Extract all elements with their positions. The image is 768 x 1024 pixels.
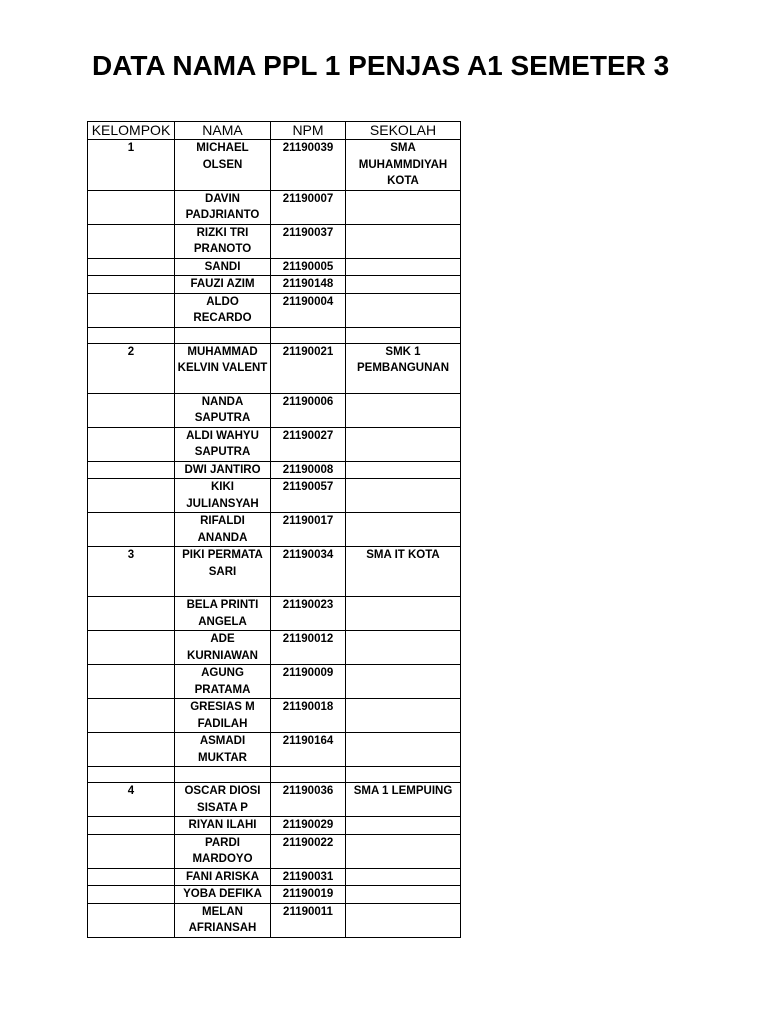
cell-npm — [271, 343, 346, 393]
table-row — [88, 868, 461, 886]
cell-npm — [271, 224, 346, 258]
cell-kelompok — [88, 327, 175, 343]
cell-npm — [271, 903, 346, 937]
cell-nama — [175, 479, 271, 513]
nama-text: MUHAMMAD KELVIN VALENT — [177, 345, 268, 374]
cell-sekolah — [346, 733, 461, 767]
table-row — [88, 817, 461, 835]
cell-sekolah — [346, 699, 461, 733]
npm-text: 21190005 — [282, 260, 334, 273]
nama-text: ALDO RECARDO — [193, 295, 252, 324]
cell-kelompok — [88, 783, 175, 817]
cell-sekolah — [346, 547, 461, 597]
cell-kelompok — [88, 886, 175, 904]
cell-sekolah — [346, 327, 461, 343]
cell-npm — [271, 479, 346, 513]
cell-kelompok — [88, 461, 175, 479]
cell-npm — [271, 140, 346, 191]
cell-nama — [175, 427, 271, 461]
cell-kelompok — [88, 140, 175, 191]
npm-text: 21190019 — [282, 888, 334, 900]
kelompok-text: 4 — [127, 785, 135, 797]
cell-kelompok — [88, 258, 175, 276]
cell-kelompok — [88, 293, 175, 327]
cell-nama — [175, 597, 271, 631]
header-kelompok: KELOMPOK — [88, 122, 175, 140]
cell-nama — [175, 886, 271, 904]
cell-npm — [271, 783, 346, 817]
cell-npm — [271, 699, 346, 733]
page-title: DATA NAMA PPL 1 PENJAS A1 SEMETER 3 — [92, 50, 670, 81]
cell-sekolah — [346, 258, 461, 276]
cell-kelompok — [88, 427, 175, 461]
cell-nama — [175, 834, 271, 868]
npm-text: 21190164 — [282, 735, 334, 747]
nama-text: SANDI — [204, 260, 241, 273]
nama-text: NANDA SAPUTRA — [194, 395, 251, 424]
cell-sekolah — [346, 783, 461, 817]
table-row — [88, 903, 461, 937]
cell-nama — [175, 258, 271, 276]
cell-sekolah — [346, 190, 461, 224]
cell-nama — [175, 783, 271, 817]
cell-nama — [175, 547, 271, 597]
table-row — [88, 665, 461, 699]
cell-sekolah — [346, 276, 461, 294]
nama-text: ALDI WAHYU SAPUTRA — [186, 429, 259, 458]
cell-nama — [175, 665, 271, 699]
table-row — [88, 783, 461, 817]
table-row — [88, 140, 461, 191]
cell-nama — [175, 817, 271, 835]
cell-sekolah — [346, 461, 461, 479]
cell-sekolah — [346, 427, 461, 461]
cell-npm — [271, 293, 346, 327]
npm-text: 21190057 — [282, 481, 334, 493]
npm-text: 21190012 — [282, 633, 334, 645]
cell-nama — [175, 327, 271, 343]
table-row — [88, 733, 461, 767]
cell-npm — [271, 513, 346, 547]
npm-text: 21190021 — [282, 345, 334, 358]
nama-text: KIKI JULIANSYAH — [186, 481, 259, 510]
cell-sekolah — [346, 868, 461, 886]
nama-text: BELA PRINTI ANGELA — [186, 599, 259, 628]
nama-text: RIFALDI ANANDA — [197, 515, 248, 544]
npm-text: 21190029 — [282, 819, 334, 831]
table-row — [88, 886, 461, 904]
cell-nama — [175, 513, 271, 547]
cell-nama — [175, 631, 271, 665]
cell-kelompok — [88, 903, 175, 937]
cell-kelompok — [88, 834, 175, 868]
cell-sekolah — [346, 597, 461, 631]
cell-npm — [271, 868, 346, 886]
cell-npm — [271, 427, 346, 461]
cell-nama — [175, 903, 271, 937]
cell-kelompok — [88, 767, 175, 783]
cell-sekolah — [346, 903, 461, 937]
cell-npm — [271, 767, 346, 783]
cell-nama — [175, 767, 271, 783]
table-row — [88, 258, 461, 276]
cell-nama — [175, 140, 271, 191]
table-row — [88, 393, 461, 427]
nama-text: OSCAR DIOSI SISATA P — [184, 785, 261, 814]
table-row — [88, 597, 461, 631]
table-row — [88, 190, 461, 224]
table-row — [88, 834, 461, 868]
cell-npm — [271, 817, 346, 835]
table-header-row — [88, 122, 461, 140]
cell-npm — [271, 886, 346, 904]
cell-nama — [175, 699, 271, 733]
npm-text: 21190031 — [282, 870, 334, 883]
npm-text: 21190039 — [282, 142, 334, 154]
cell-npm — [271, 733, 346, 767]
nama-text: FANI ARISKA — [185, 870, 260, 883]
cell-kelompok — [88, 631, 175, 665]
sekolah-text: SMA IT KOTA — [366, 549, 440, 561]
nama-text: ASMADI MUKTAR — [198, 735, 247, 764]
nama-text: PIKI PERMATA SARI — [182, 549, 263, 578]
npm-text: 21190036 — [282, 785, 334, 797]
table-row — [88, 699, 461, 733]
table-row — [88, 427, 461, 461]
cell-kelompok — [88, 513, 175, 547]
cell-npm — [271, 665, 346, 699]
cell-npm — [271, 258, 346, 276]
npm-text: 21190023 — [282, 599, 334, 611]
cell-sekolah — [346, 631, 461, 665]
cell-kelompok — [88, 547, 175, 597]
cell-kelompok — [88, 699, 175, 733]
cell-kelompok — [88, 665, 175, 699]
sekolah-text: SMK 1 PEMBANGUNAN — [357, 345, 449, 374]
sekolah-text: SMA MUHAMMDIYAH KOTA — [358, 142, 448, 187]
cell-sekolah — [346, 513, 461, 547]
npm-text: 21190017 — [282, 515, 334, 527]
npm-text: 21190027 — [282, 429, 334, 442]
cell-sekolah — [346, 665, 461, 699]
cell-sekolah — [346, 140, 461, 191]
cell-sekolah — [346, 224, 461, 258]
nama-text: AGUNG PRATAMA — [194, 667, 251, 696]
roster-body — [88, 140, 461, 938]
nama-text: RIZKI TRI PRANOTO — [193, 226, 252, 255]
kelompok-text: 3 — [127, 549, 135, 561]
cell-sekolah — [346, 343, 461, 393]
cell-sekolah — [346, 393, 461, 427]
table-row — [88, 224, 461, 258]
table-row — [88, 327, 461, 343]
npm-text: 21190004 — [282, 295, 334, 308]
nama-text: RIYAN ILAHI — [188, 819, 257, 831]
cell-nama — [175, 190, 271, 224]
header-npm: NPM — [271, 122, 346, 140]
cell-npm — [271, 597, 346, 631]
cell-kelompok — [88, 817, 175, 835]
cell-npm — [271, 834, 346, 868]
table-row — [88, 293, 461, 327]
nama-text: PARDI MARDOYO — [192, 836, 253, 865]
npm-text: 21190018 — [282, 701, 334, 713]
table-row — [88, 479, 461, 513]
cell-nama — [175, 393, 271, 427]
cell-kelompok — [88, 393, 175, 427]
cell-kelompok — [88, 190, 175, 224]
nama-text: MELAN AFRIANSAH — [188, 905, 257, 934]
cell-kelompok — [88, 276, 175, 294]
cell-sekolah — [346, 817, 461, 835]
cell-sekolah — [346, 479, 461, 513]
cell-npm — [271, 393, 346, 427]
cell-kelompok — [88, 224, 175, 258]
roster-table — [87, 121, 461, 938]
cell-kelompok — [88, 597, 175, 631]
table-row — [88, 461, 461, 479]
cell-npm — [271, 276, 346, 294]
cell-kelompok — [88, 868, 175, 886]
cell-npm — [271, 190, 346, 224]
npm-text: 21190009 — [282, 667, 334, 679]
cell-nama — [175, 733, 271, 767]
npm-text: 21190011 — [283, 905, 333, 918]
cell-nama — [175, 343, 271, 393]
table-row — [88, 343, 461, 393]
cell-kelompok — [88, 733, 175, 767]
cell-sekolah — [346, 767, 461, 783]
header-sekolah: SEKOLAH — [346, 122, 461, 140]
npm-text: 21190006 — [282, 395, 334, 408]
cell-nama — [175, 868, 271, 886]
cell-nama — [175, 276, 271, 294]
cell-npm — [271, 547, 346, 597]
header-nama: NAMA — [175, 122, 271, 140]
table-row — [88, 767, 461, 783]
cell-nama — [175, 293, 271, 327]
table-row — [88, 547, 461, 597]
nama-text: DAVIN PADJRIANTO — [185, 192, 260, 221]
cell-npm — [271, 631, 346, 665]
npm-text: 21190034 — [282, 549, 334, 561]
cell-sekolah — [346, 293, 461, 327]
sekolah-text: SMA 1 LEMPUING — [353, 785, 453, 797]
nama-text: DWI JANTIRO — [184, 463, 261, 476]
cell-nama — [175, 461, 271, 479]
cell-sekolah — [346, 886, 461, 904]
nama-text: MICHAEL OLSEN — [196, 142, 249, 171]
table-row — [88, 513, 461, 547]
cell-kelompok — [88, 343, 175, 393]
table-row — [88, 276, 461, 294]
nama-text: YOBA DEFIKA — [183, 888, 262, 900]
kelompok-text: 2 — [127, 345, 135, 358]
table-row — [88, 631, 461, 665]
kelompok-text: 1 — [127, 142, 135, 154]
nama-text: FAUZI AZIM — [190, 278, 255, 290]
npm-text: 21190008 — [282, 463, 334, 476]
cell-kelompok — [88, 479, 175, 513]
cell-npm — [271, 461, 346, 479]
npm-text: 21190022 — [282, 836, 334, 849]
nama-text: GRESIAS M FADILAH — [190, 701, 255, 730]
npm-text: 21190007 — [282, 192, 334, 205]
cell-nama — [175, 224, 271, 258]
npm-text: 21190148 — [282, 278, 334, 290]
npm-text: 21190037 — [282, 226, 334, 239]
nama-text: ADE KURNIAWAN — [187, 633, 258, 662]
cell-npm — [271, 327, 346, 343]
cell-sekolah — [346, 834, 461, 868]
